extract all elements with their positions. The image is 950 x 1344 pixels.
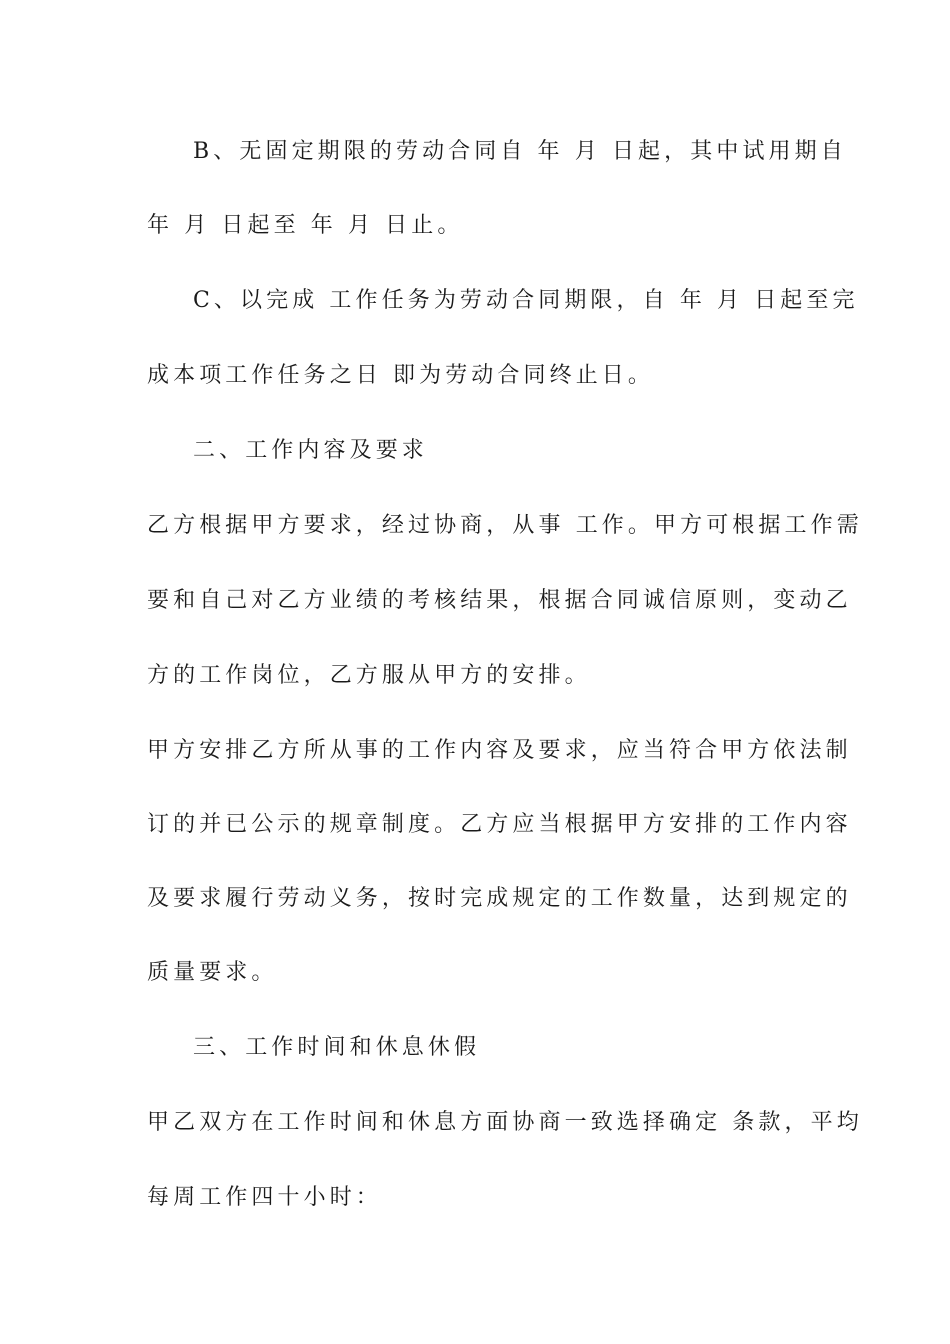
- clause-c-line-1: C、以完成 工作任务为劳动合同期限，自 年 月 日起至完: [193, 288, 859, 313]
- paragraph-line: 要和自己对乙方业绩的考核结果，根据合同诚信原则，变动乙: [147, 588, 852, 613]
- section-heading-work-content: 二、工作内容及要求: [193, 438, 428, 463]
- paragraph-line: 乙方根据甲方要求，经过协商，从事 工作。甲方可根据工作需: [147, 513, 863, 538]
- paragraph-line: 每周工作四十小时：: [147, 1185, 382, 1210]
- section-heading-work-hours: 三、工作时间和休息休假: [193, 1035, 481, 1060]
- paragraph-line: 及要求履行劳动义务，按时完成规定的工作数量，达到规定的: [147, 886, 852, 911]
- clause-b-line-1: B、无固定期限的劳动合同自 年 月 日起，其中试用期自: [193, 139, 847, 164]
- paragraph-line: 甲方安排乙方所从事的工作内容及要求，应当符合甲方依法制: [147, 738, 852, 763]
- paragraph-line: 订的并已公示的规章制度。乙方应当根据甲方安排的工作内容: [147, 812, 852, 837]
- clause-c-line-2: 成本项工作任务之日 即为劳动合同终止日。: [147, 363, 654, 388]
- paragraph-line: 方的工作岗位，乙方服从甲方的安排。: [147, 663, 591, 688]
- clause-b-line-2: 年 月 日起至 年 月 日止。: [147, 213, 464, 238]
- paragraph-line: 甲乙双方在工作时间和休息方面协商一致选择确定 条款，平均: [147, 1110, 863, 1135]
- paragraph-line: 质量要求。: [147, 960, 278, 985]
